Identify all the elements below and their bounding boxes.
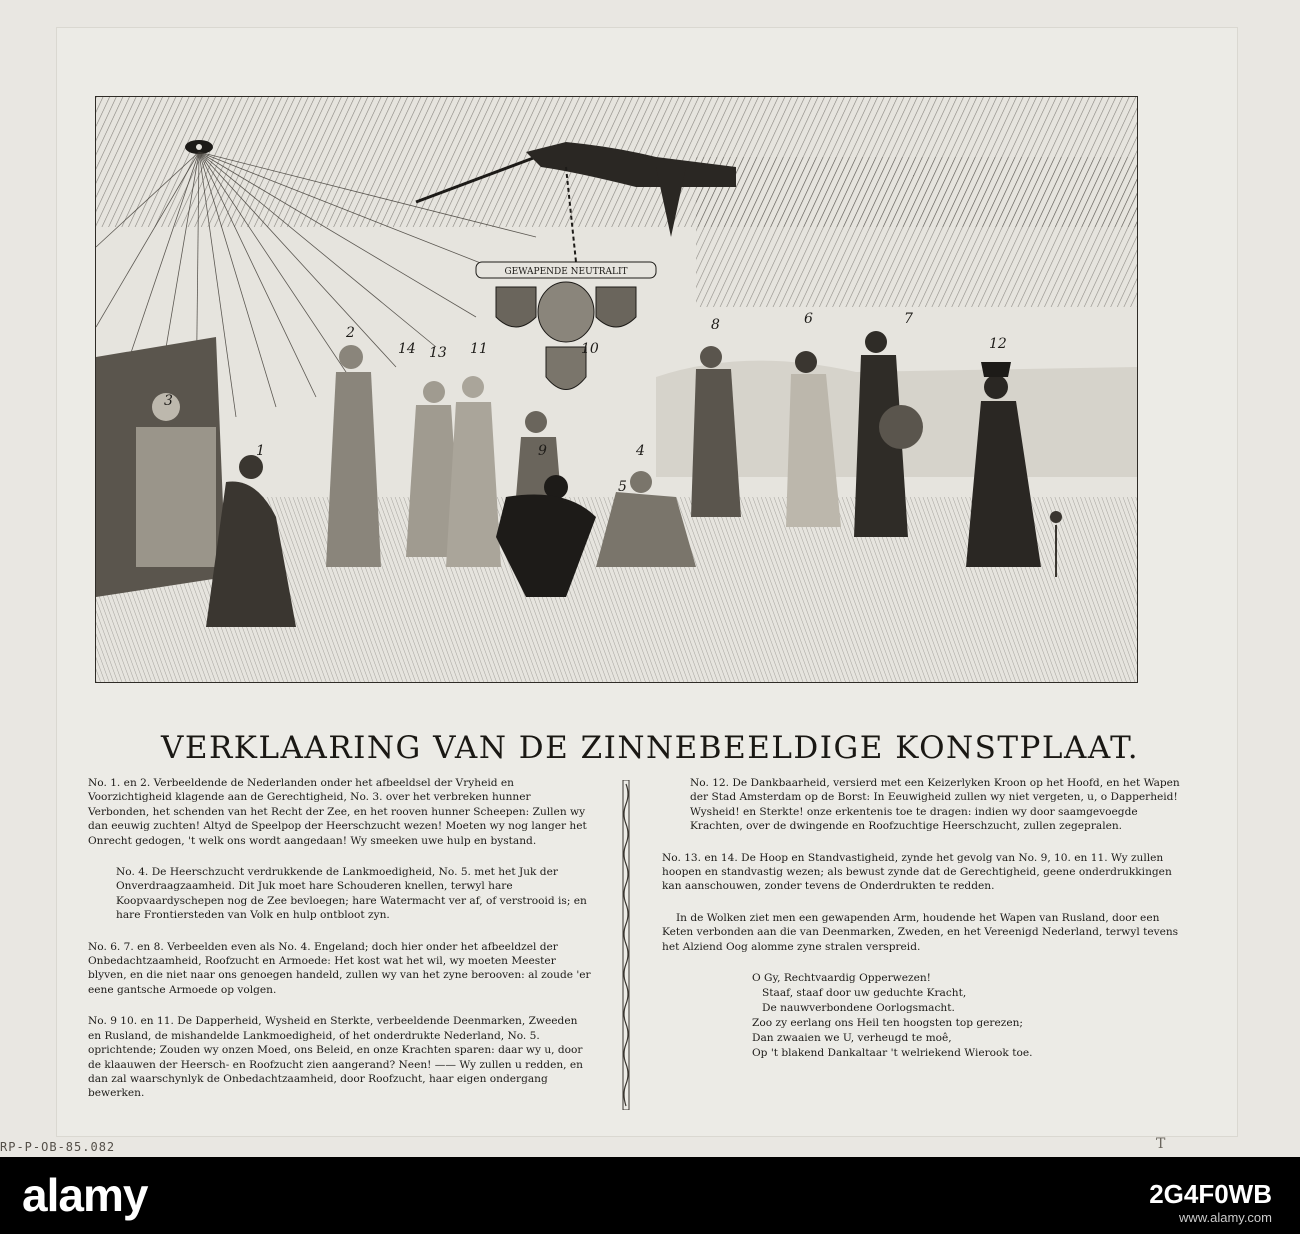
poem-line: Op 't blakend Dankaltaar 't welriekend Wierook toe. — [752, 1047, 1033, 1060]
figure-number: 9 — [538, 443, 547, 459]
poem-line: De nauwverbondene Oorlogsmacht. — [762, 1002, 955, 1015]
paragraph — [662, 776, 1192, 834]
engraving-plate — [95, 96, 1138, 683]
paragraph-lead: No. 12. — [690, 777, 730, 789]
paragraph-lead: No. 9 10. en 11. — [88, 1015, 174, 1028]
paragraph-text: Verbeelden even als No. 4. Engeland; doch hier onder het afbeeldzel der Onbedachtzaamheid, Roofzucht en Armoede: Het kost wat het wil, wy moeten Meester blyven, en die niet naar ons genoegen handeld, zullen wy van het zyne berooven: al zoude 'er eene gantsche Armoede op volgen. — [88, 940, 591, 996]
banner-text: GEWAPENDE NEUTRALIT — [504, 267, 628, 277]
figure-2 — [326, 345, 381, 567]
paragraph-text: In de Wolken ziet men een gewapenden Arm, houdende het Wapen van Rusland, door een Keten verbonden aan die van Deenmarken, Zweden, en het Vereenigd Nederland, terwyl tevens het Alziend Oog alomme zyne stralen verspreid. — [662, 911, 1179, 953]
poem-line: Dan zwaaien we U, verheugd te moê, — [752, 1032, 952, 1045]
paragraph — [662, 851, 1192, 894]
figure-number: 4 — [636, 443, 645, 459]
figure-number: 5 — [618, 479, 627, 495]
paragraph-text: De Dapperheid, Wysheid en Sterkte, verbeeldende Deenmarken, Zweeden en Rusland, de mishandelde Lankmoedigheid, of het onderdrukte Nederland, No. 5. oprichtende; Zouden wy onzen Moed, ons Beleid, en onze Krachten sparen: daar wy u, door de klaauwen der Heersch- en Roofzucht zien aangerand? Neen! —— Wy zullen u redden, en dan zal waarschynlyk de Onbedachtzaamheid, door Roofzucht, haar eigen ondergang bewerken. — [88, 1015, 583, 1100]
poem — [752, 971, 1192, 1061]
left-column — [88, 776, 593, 1118]
paragraph — [88, 865, 593, 923]
figure-number: 1 — [256, 443, 265, 459]
paragraph-text: Verbeeldende de Nederlanden onder het afbeeldsel der Vryheid en Voorzichtigheid klagende aan de Gerechtigheid, No. 3. over het verbreken hunner Verbonden, het schenden van het Recht der Zee, en het rooven hunner Scheepen: Zullen wy dan eeuwig zuchten! Altyd de Speelpop der Heerschzucht wezen! Moeten wy nog langer het Onrecht gedogen, 't welk ons wordt aangedaan! Wy smeeken uwe hulp en bystand. — [88, 777, 587, 847]
page-title: VERKLAARING VAN DE ZINNEBEELDIGE KONSTPLAAT. — [160, 730, 1140, 766]
figure-number: 13 — [429, 345, 447, 361]
paragraph-lead: No. 4. — [116, 866, 149, 879]
paragraph-lead: No. 1. en 2. — [88, 777, 151, 789]
allegorical-engraving — [96, 97, 1137, 682]
figure-number: 12 — [989, 336, 1007, 352]
throne-canopy — [96, 337, 226, 597]
stock-image-id: 2G4F0WB — [1149, 1179, 1272, 1209]
figure-11 — [446, 376, 501, 567]
paragraph — [88, 776, 593, 848]
figure-number: 8 — [711, 317, 720, 333]
margin-mark: T — [1156, 1136, 1166, 1152]
figure-number: 3 — [164, 393, 173, 409]
figure-number: 6 — [804, 311, 813, 327]
paragraph-text: De Heerschzucht verdrukkende de Lankmoedigheid, No. 5. met het Juk der Onverdraagzaamheid. Dit Juk moet hare Schouderen knellen, terwyl hare Koopvaardyschepen nog de Zee bevloegen; hare Watermacht ver af, of verstrooid is; en hare Frontiersteden van Volk en hulp ontbloot zyn. — [116, 866, 587, 922]
figure-number: 10 — [581, 341, 599, 357]
poem-line: Staaf, staaf door uw geduchte Kracht, — [762, 987, 967, 1000]
figure-number: 7 — [904, 311, 913, 327]
paragraph-text: De Dankbaarheid, versierd met een Keizerlyken Kroon op het Hoofd, en het Wapen der Stad Amsterdam op de Borst: In Eeuwigheid zullen wy niet vergeten, u, o Dapperheid! Wysheid! en Sterkte! onze erkentenis toe te dragen: indien wy door saamgevoegde Krachten, over de dwingende en Roofzuchtige Heerschzucht, zullen zegepralen. — [690, 777, 1180, 833]
paragraph — [88, 940, 593, 998]
stock-logo: alamy — [22, 1169, 148, 1221]
paragraph-lead: No. 13. en 14. — [662, 851, 738, 864]
right-column — [662, 776, 1192, 1061]
stock-watermark-band — [0, 1157, 1300, 1234]
poem-line: O Gy, Rechtvaardig Opperwezen! — [752, 972, 931, 985]
paragraph — [88, 1014, 593, 1100]
inventory-number: RP-P-OB-85.082 — [0, 1140, 116, 1154]
figure-number: 11 — [470, 341, 488, 357]
poem-line: Zoo zy eerlang ons Heil ten hoogsten top gerezen; — [752, 1017, 1023, 1030]
figure-number: 14 — [398, 341, 416, 357]
figure-4-5 — [596, 471, 696, 567]
cloud-right — [696, 157, 1137, 307]
ornamental-divider — [621, 780, 631, 1110]
figure-number: 2 — [346, 325, 355, 341]
stock-url: www.alamy.com — [1179, 1210, 1272, 1225]
paragraph-text: De Hoop en Standvastigheid, zynde het gevolg van No. 9, 10. en 11. Wy zullen hoopen en standvastig wezen; als bewust zynde dat de Gerechtigheid, geene onderdrukkingen kan aanschouwen, zonder tevens de Onderdrukten te redden. — [662, 851, 1172, 893]
coats-of-arms — [476, 262, 656, 390]
paragraph — [662, 911, 1192, 954]
paragraph-lead: No. 6. 7. en 8. — [88, 940, 164, 953]
all-seeing-eye — [185, 140, 213, 154]
